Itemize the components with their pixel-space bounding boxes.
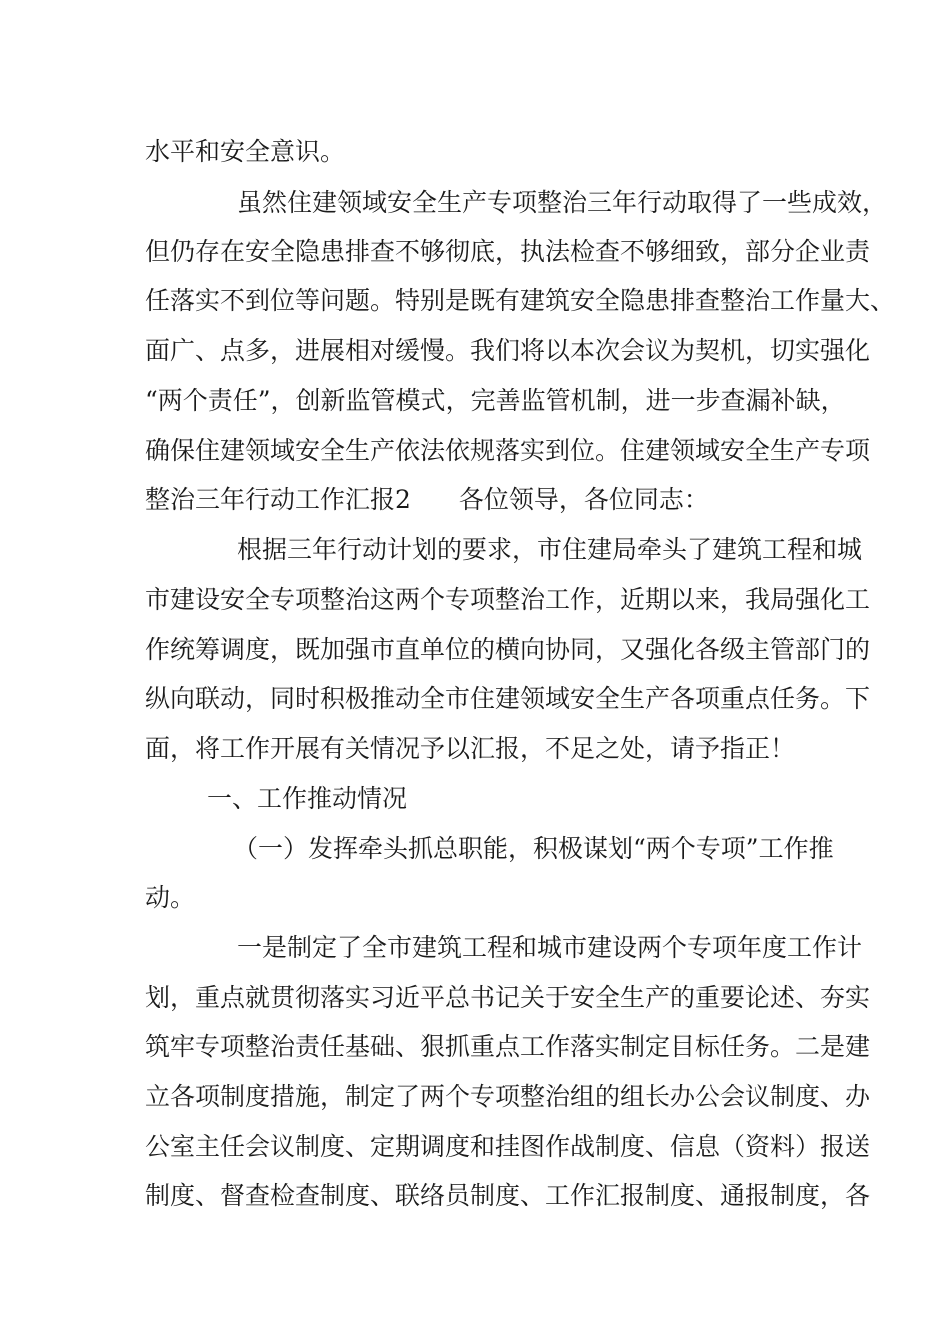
text-line: 制度、督查检查制度、联络员制度、工作汇报制度、通报制度，各	[145, 1181, 871, 1210]
text-line: 面广、点多，进展相对缓慢。我们将以本次会议为契机，切实强化	[145, 336, 871, 365]
text-line: 市建设安全专项整治这两个专项整治工作，近期以来，我局强化工	[145, 585, 871, 614]
text-line: 一是制定了全市建筑工程和城市建设两个专项年度工作计	[237, 933, 863, 962]
text-line: 水平和安全意识。	[145, 137, 346, 166]
text-line: 动。	[145, 883, 196, 912]
text-line: “两个责任”，创新监管模式，完善监管机制，进一步查漏补缺，	[145, 386, 846, 415]
text-line: 任落实不到位等问题。特别是既有建筑安全隐患排查整治工作量大、	[145, 286, 896, 315]
text-line: 根据三年行动计划的要求，市住建局牵头了建筑工程和城	[237, 535, 863, 564]
subsection-heading: （一）发挥牵头抓总职能，积极谋划“两个专项”工作推	[233, 834, 834, 863]
section-heading: 一、工作推动情况	[207, 784, 408, 813]
greeting: 各位领导，各位同志：	[458, 485, 709, 514]
text-line: 划，重点就贯彻落实习近平总书记关于安全生产的重要论述、夯实	[145, 983, 871, 1012]
text-line: 筑牢专项整治责任基础、狠抓重点工作落实制定目标任务。二是建	[145, 1032, 871, 1061]
text-line-with-greeting	[145, 480, 825, 520]
text-line: 确保住建领域安全生产依法依规落实到位。住建领域安全生产专项	[145, 436, 871, 465]
report-title-fragment: 整治三年行动工作汇报2	[145, 485, 411, 514]
text-line: 但仍存在安全隐患排查不够彻底，执法检查不够细致，部分企业责	[145, 237, 871, 266]
text-line: 虽然住建领域安全生产专项整治三年行动取得了一些成效，	[237, 188, 888, 217]
text-line: 纵向联动，同时积极推动全市住建领域安全生产各项重点任务。下	[145, 684, 871, 713]
text-line: 立各项制度措施，制定了两个专项整治组的组长办公会议制度、办	[145, 1082, 871, 1111]
text-line: 面，将工作开展有关情况予以汇报，不足之处，请予指正！	[145, 734, 796, 763]
text-line: 作统筹调度，既加强市直单位的横向协同，又强化各级主管部门的	[145, 635, 871, 664]
text-line: 公室主任会议制度、定期调度和挂图作战制度、信息（资料）报送	[145, 1132, 871, 1161]
